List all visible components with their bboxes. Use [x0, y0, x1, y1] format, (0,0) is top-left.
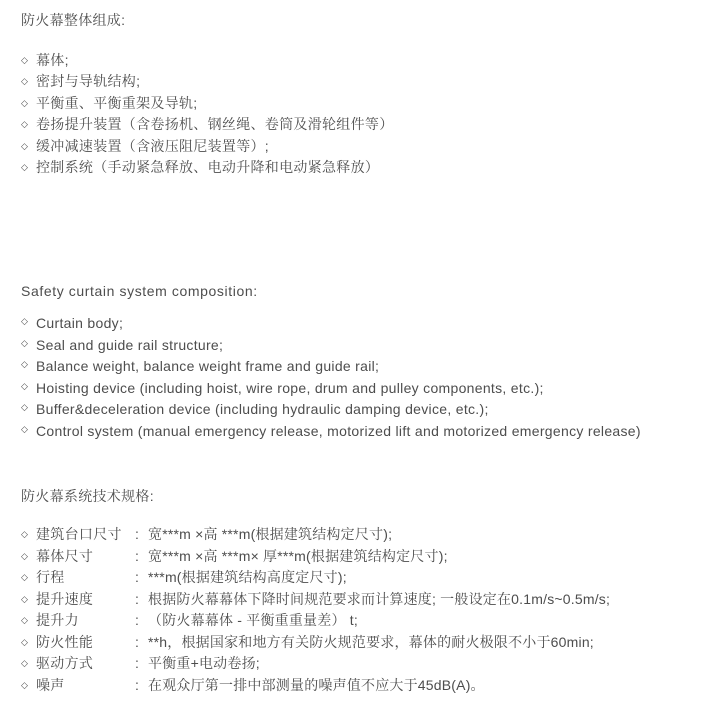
diamond-bullet-icon: ◇ [21, 402, 29, 412]
diamond-bullet-icon: ◇ [21, 55, 28, 65]
diamond-bullet-icon: ◇ [21, 140, 28, 151]
list-item-text: Seal and guide rail structure; [36, 336, 224, 353]
spec-label: 幕体尺寸 [36, 547, 94, 564]
diamond-bullet-icon: ◇ [21, 76, 28, 87]
list-item-text: 幕体; [36, 52, 69, 68]
spec-value: 宽***m ×高 ***m(根据建筑结构定尺寸); [148, 526, 393, 542]
spec-row [21, 610, 716, 632]
spec-colon: : [135, 526, 139, 542]
spec-value: 根据防火幕幕体下降时间规范要求而计算速度; 一般设定在0.1m/s~0.5m/s; [148, 590, 611, 607]
cn-composition-list [21, 50, 716, 178]
diamond-bullet-icon: ◇ [21, 658, 28, 668]
list-item-text: 卷扬提升装置（含卷扬机、钢丝绳、卷筒及滑轮组件等） [36, 116, 394, 133]
list-item [21, 378, 716, 400]
section-title-cn-composition: 防火幕整体组成: [21, 12, 126, 28]
diamond-bullet-icon: ◇ [21, 550, 28, 561]
diamond-bullet-icon: ◇ [21, 636, 28, 647]
diamond-bullet-icon: ◇ [21, 615, 28, 625]
spec-colon: : [135, 676, 139, 693]
spec-value: 宽***m ×高 ***m× 厚***m(根据建筑结构定尺寸); [148, 547, 448, 564]
list-item [21, 50, 716, 71]
en-composition-list [21, 313, 716, 442]
diamond-bullet-icon: ◇ [21, 380, 29, 391]
spec-label: 驱动方式 [36, 655, 94, 671]
spec-rows [21, 524, 716, 696]
spec-row [21, 632, 716, 654]
spec-label: 噪声 [36, 676, 65, 693]
list-item [21, 356, 716, 378]
spec-colon: : [135, 612, 139, 628]
spec-colon: : [135, 655, 139, 671]
list-item [21, 93, 716, 114]
diamond-bullet-icon: ◇ [21, 119, 28, 130]
spec-colon: : [135, 633, 139, 650]
spec-row [21, 524, 716, 546]
spec-row [21, 546, 716, 568]
spec-value: 在观众厅第一排中部测量的噪声值不应大于45dB(A)。 [148, 676, 485, 693]
list-item [21, 313, 716, 335]
diamond-bullet-icon: ◇ [21, 593, 28, 604]
spec-colon: : [135, 590, 139, 607]
list-item-text: 平衡重、平衡重架及导轨; [36, 94, 198, 111]
spec-row [21, 567, 716, 589]
list-item [21, 421, 716, 443]
diamond-bullet-icon: ◇ [21, 337, 29, 348]
diamond-bullet-icon: ◇ [21, 97, 28, 108]
section-cn-composition [21, 10, 716, 178]
list-item [21, 136, 716, 157]
section-en-composition [21, 281, 716, 442]
spec-value: 平衡重+电动卷扬; [148, 655, 260, 671]
diamond-bullet-icon: ◇ [21, 162, 28, 173]
diamond-bullet-icon: ◇ [21, 423, 29, 434]
list-item-text: Curtain body; [36, 315, 124, 331]
list-item-text: Control system (manual emergency release, motorized lift and motorized emergency release) [36, 422, 641, 439]
list-item-text: 密封与导轨结构; [36, 73, 141, 90]
section-title-specs: 防火幕系统技术规格: [21, 488, 154, 504]
list-item [21, 157, 716, 178]
spec-row [21, 675, 716, 697]
spec-label: 防火性能 [36, 633, 94, 650]
list-item [21, 114, 716, 135]
diamond-bullet-icon: ◇ [21, 572, 28, 582]
spec-colon: : [135, 547, 139, 564]
spec-row [21, 653, 716, 675]
list-item [21, 399, 716, 421]
section-specs [21, 486, 716, 696]
section-title-en-composition: Safety curtain system composition: [21, 283, 258, 299]
spec-label: 提升力 [36, 612, 79, 628]
list-item-text: Hoisting device (including hoist, wire rope, drum and pulley components, etc.); [36, 379, 544, 396]
list-item [21, 335, 716, 357]
diamond-bullet-icon: ◇ [21, 316, 29, 326]
diamond-bullet-icon: ◇ [21, 359, 29, 369]
list-item-text: 缓冲减速装置（含液压阻尼装置等）; [36, 137, 269, 154]
diamond-bullet-icon: ◇ [21, 529, 28, 539]
list-item-text: 控制系统（手动紧急释放、电动升降和电动紧急释放） [36, 159, 380, 176]
spec-label: 行程 [36, 569, 65, 585]
spec-value: **h，根据国家和地方有关防火规范要求，幕体的耐火极限不小于60min; [148, 633, 594, 650]
list-item-text: Balance weight, balance weight frame and guide rail; [36, 358, 380, 374]
spec-value: ***m(根据建筑结构高度定尺寸); [148, 569, 347, 585]
list-item-text: Buffer&deceleration device (including hydraulic damping device, etc.); [36, 401, 489, 417]
spec-colon: : [135, 569, 139, 585]
list-item [21, 71, 716, 92]
spec-label: 建筑台口尺寸 [36, 526, 122, 542]
spec-label: 提升速度 [36, 590, 94, 607]
spec-value: （防火幕幕体 - 平衡重重量差） t; [148, 612, 358, 628]
diamond-bullet-icon: ◇ [21, 679, 28, 690]
spec-row [21, 589, 716, 611]
